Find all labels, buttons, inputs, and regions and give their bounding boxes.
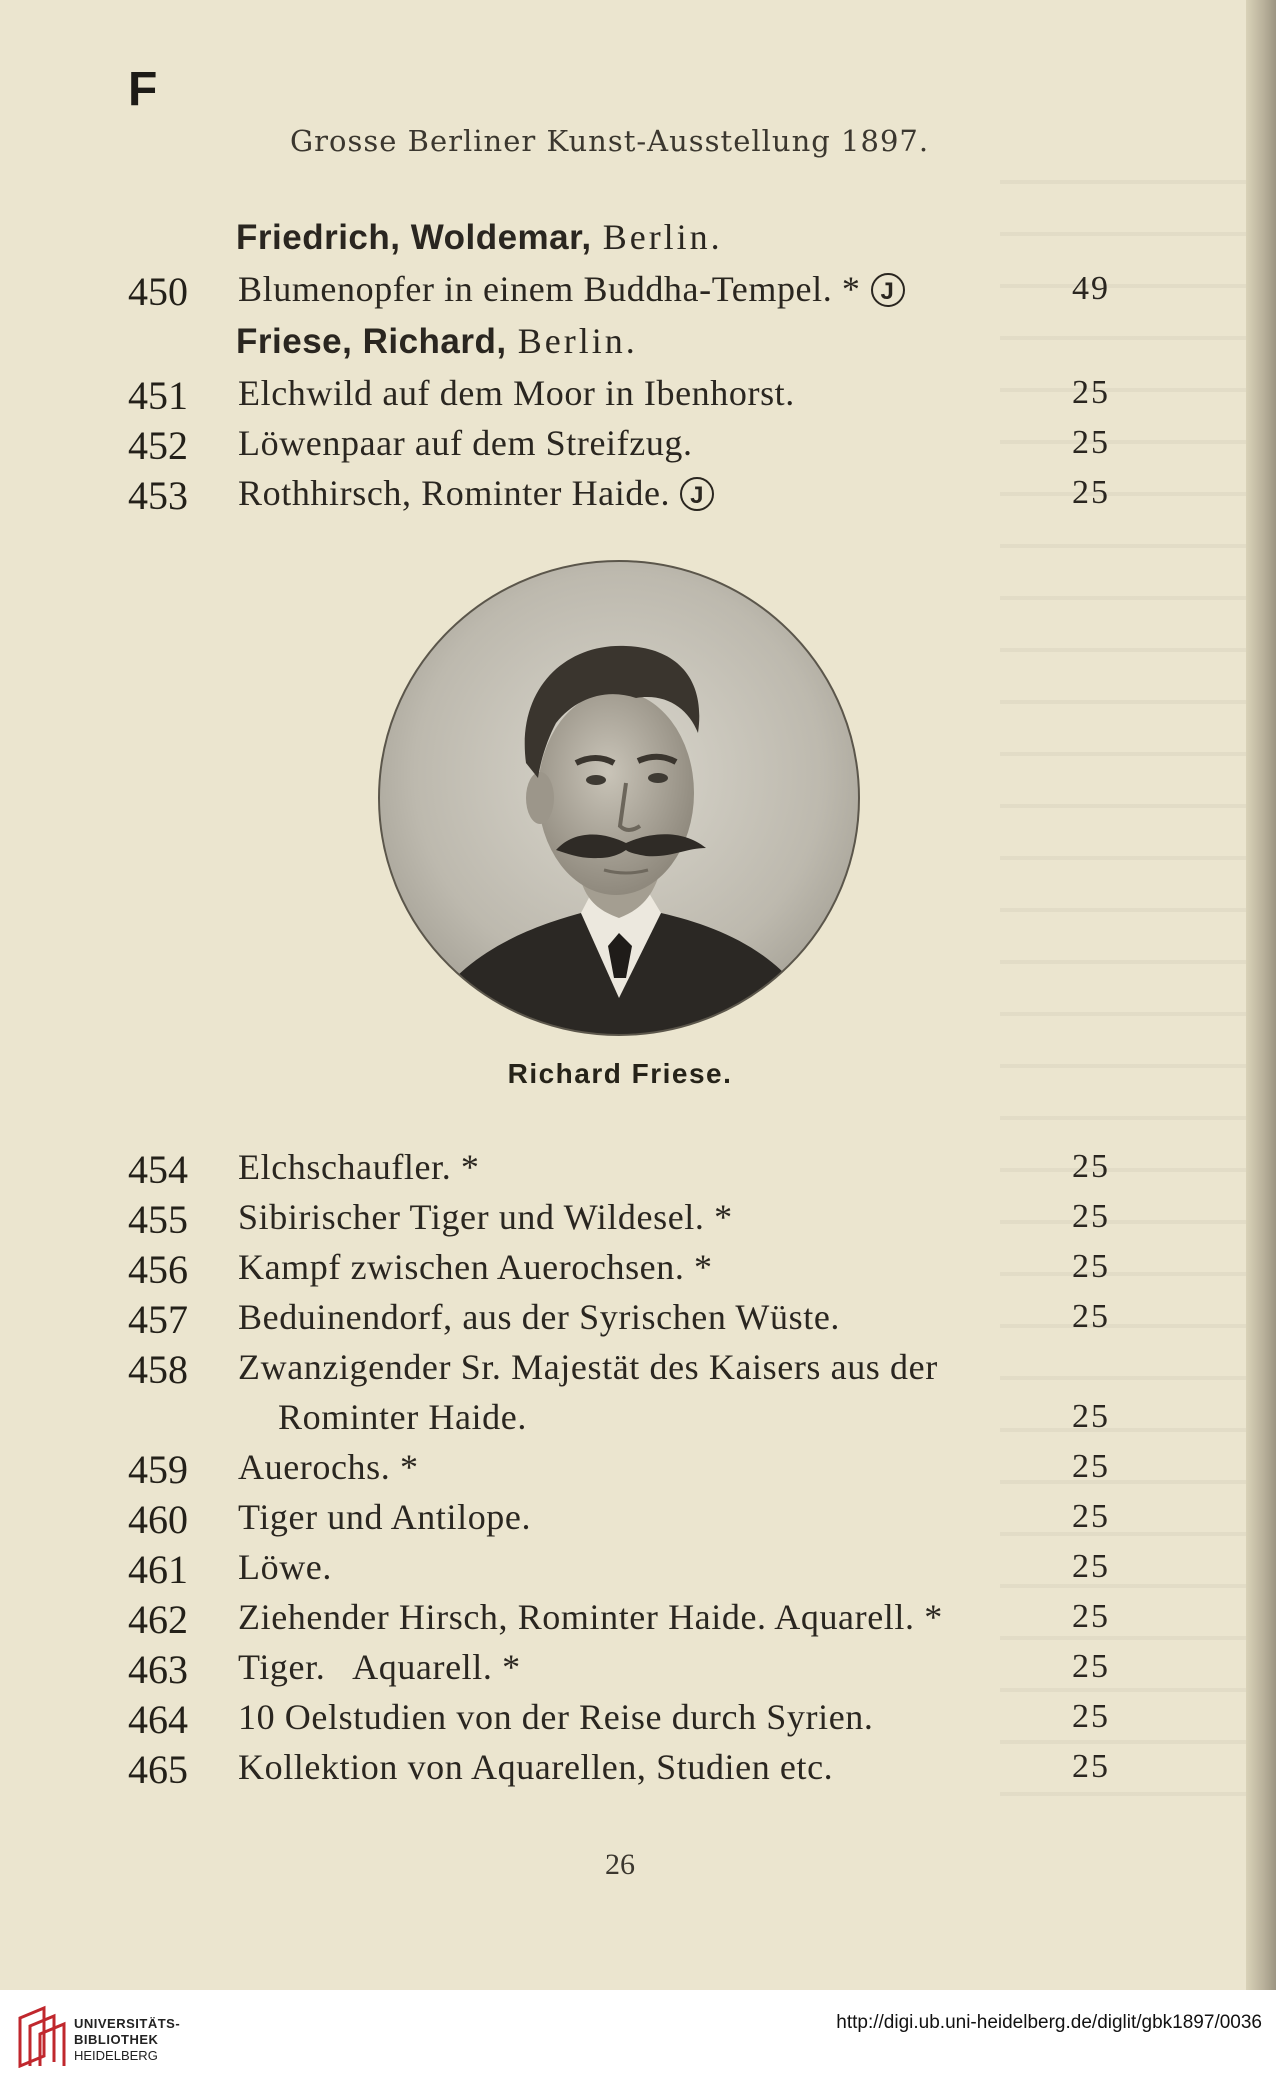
catalog-entry [0, 1146, 1262, 1194]
entry-title: Auerochs. * [238, 1447, 419, 1487]
catalog-entry [0, 1746, 1262, 1794]
artist-city: Berlin. [602, 217, 723, 257]
entry-number: 453 [128, 473, 188, 518]
entry-title: Tiger. Aquarell. * [238, 1647, 521, 1687]
entry-number: 461 [128, 1547, 188, 1592]
permalink[interactable]: http://digi.ub.uni-heidelberg.de/diglit/gbk1897/0036 [836, 2012, 1262, 2033]
artist-city: Berlin. [517, 321, 638, 361]
catalog-entry [0, 1346, 1262, 1394]
entry-title: Elchschaufler. * [238, 1147, 480, 1187]
entry-number: 462 [128, 1597, 188, 1642]
entry-number: 450 [128, 269, 188, 314]
entry-title: Sibirischer Tiger und Wildesel. * [238, 1197, 733, 1237]
entry-price: 25 [1072, 474, 1110, 511]
entry-title: Tiger und Antilope. [238, 1497, 532, 1537]
entry-price: 25 [1072, 1698, 1110, 1735]
entry-price: 49 [1072, 270, 1110, 307]
entry-price: 25 [1072, 1748, 1110, 1785]
artist-name: Friedrich, Woldemar, [236, 218, 592, 257]
entry-price: 25 [1072, 374, 1110, 411]
entry-title: Beduinendorf, aus der Syrischen Wüste. [238, 1297, 840, 1337]
entry-number: 465 [128, 1747, 188, 1792]
entry-number: 463 [128, 1647, 188, 1692]
entry-title: Zwanzigender Sr. Majestät des Kaisers aus der [238, 1347, 938, 1387]
catalog-entry [0, 1546, 1262, 1594]
catalog-entry [0, 472, 1262, 520]
entry-title: Kollektion von Aquarellen, Studien etc. [238, 1747, 834, 1787]
entry-price: 25 [1072, 1298, 1110, 1335]
entry-number: 457 [128, 1297, 188, 1342]
entry-title: Rothhirsch, Rominter Haide. J [238, 472, 714, 514]
entry-title: Kampf zwischen Auerochsen. * [238, 1247, 713, 1287]
catalog-entry [0, 1196, 1262, 1244]
entry-price: 25 [1072, 1198, 1110, 1235]
entry-title-continuation: Rominter Haide. [278, 1397, 527, 1437]
entry-price: 25 [1072, 1548, 1110, 1585]
digitization-footer [0, 1990, 1276, 2086]
library-line: BIBLIOTHEK [74, 2032, 159, 2047]
entry-price: 25 [1072, 1598, 1110, 1635]
entry-number: 454 [128, 1147, 188, 1192]
page-number: 26 [605, 1848, 635, 1881]
artist-name: Friese, Richard, [236, 322, 507, 361]
entry-title: Ziehender Hirsch, Rominter Haide. Aquarell. * [238, 1597, 943, 1637]
library-line: HEIDELBERG [74, 2048, 158, 2063]
entry-number: 460 [128, 1497, 188, 1542]
entry-title: Elchwild auf dem Moor in Ibenhorst. [238, 373, 795, 413]
catalog-entry [0, 1646, 1262, 1694]
entry-price: 25 [1072, 1398, 1110, 1435]
entry-price: 25 [1072, 1248, 1110, 1285]
page-edge-shadow [1246, 0, 1276, 1990]
jury-mark-icon: J [871, 273, 905, 307]
entry-number: 459 [128, 1447, 188, 1492]
entry-title: 10 Oelstudien von der Reise durch Syrien. [238, 1697, 874, 1737]
catalog-entry [0, 1496, 1262, 1544]
gathering-mark: F [128, 63, 158, 116]
entry-title: Löwe. [238, 1547, 332, 1587]
catalog-entry [0, 1296, 1262, 1344]
library-name [74, 2016, 180, 2064]
artist-heading [236, 216, 723, 258]
catalog-entry [0, 1596, 1262, 1644]
entry-number: 452 [128, 423, 188, 468]
entry-price: 25 [1072, 1448, 1110, 1485]
portrait-photo [376, 558, 862, 1038]
catalog-entry [0, 372, 1262, 420]
catalog-entry [0, 268, 1262, 316]
artist-heading [236, 320, 638, 362]
jury-mark-icon: J [680, 477, 714, 511]
catalog-entry [0, 422, 1262, 470]
entry-price: 25 [1072, 1648, 1110, 1685]
university-library-logo-icon [14, 2004, 68, 2068]
catalog-entry [0, 1246, 1262, 1294]
entry-number: 458 [128, 1347, 188, 1392]
entry-title: Blumenopfer in einem Buddha-Tempel. * J [238, 268, 905, 310]
entry-price: 25 [1072, 1148, 1110, 1185]
entry-price: 25 [1072, 1498, 1110, 1535]
entry-price: 25 [1072, 424, 1110, 461]
entry-number: 464 [128, 1697, 188, 1742]
catalog-entry-continuation [0, 1396, 1262, 1444]
entry-number: 456 [128, 1247, 188, 1292]
portrait-caption: Richard Friese. [507, 1058, 733, 1089]
entry-title: Löwenpaar auf dem Streifzug. [238, 423, 693, 463]
entry-number: 455 [128, 1197, 188, 1242]
catalog-entry [0, 1446, 1262, 1494]
library-line: UNIVERSITÄTS- [74, 2016, 181, 2031]
entry-number: 451 [128, 373, 188, 418]
running-head: Grosse Berliner Kunst-Ausstellung 1897. [290, 124, 930, 158]
catalog-entry [0, 1696, 1262, 1744]
